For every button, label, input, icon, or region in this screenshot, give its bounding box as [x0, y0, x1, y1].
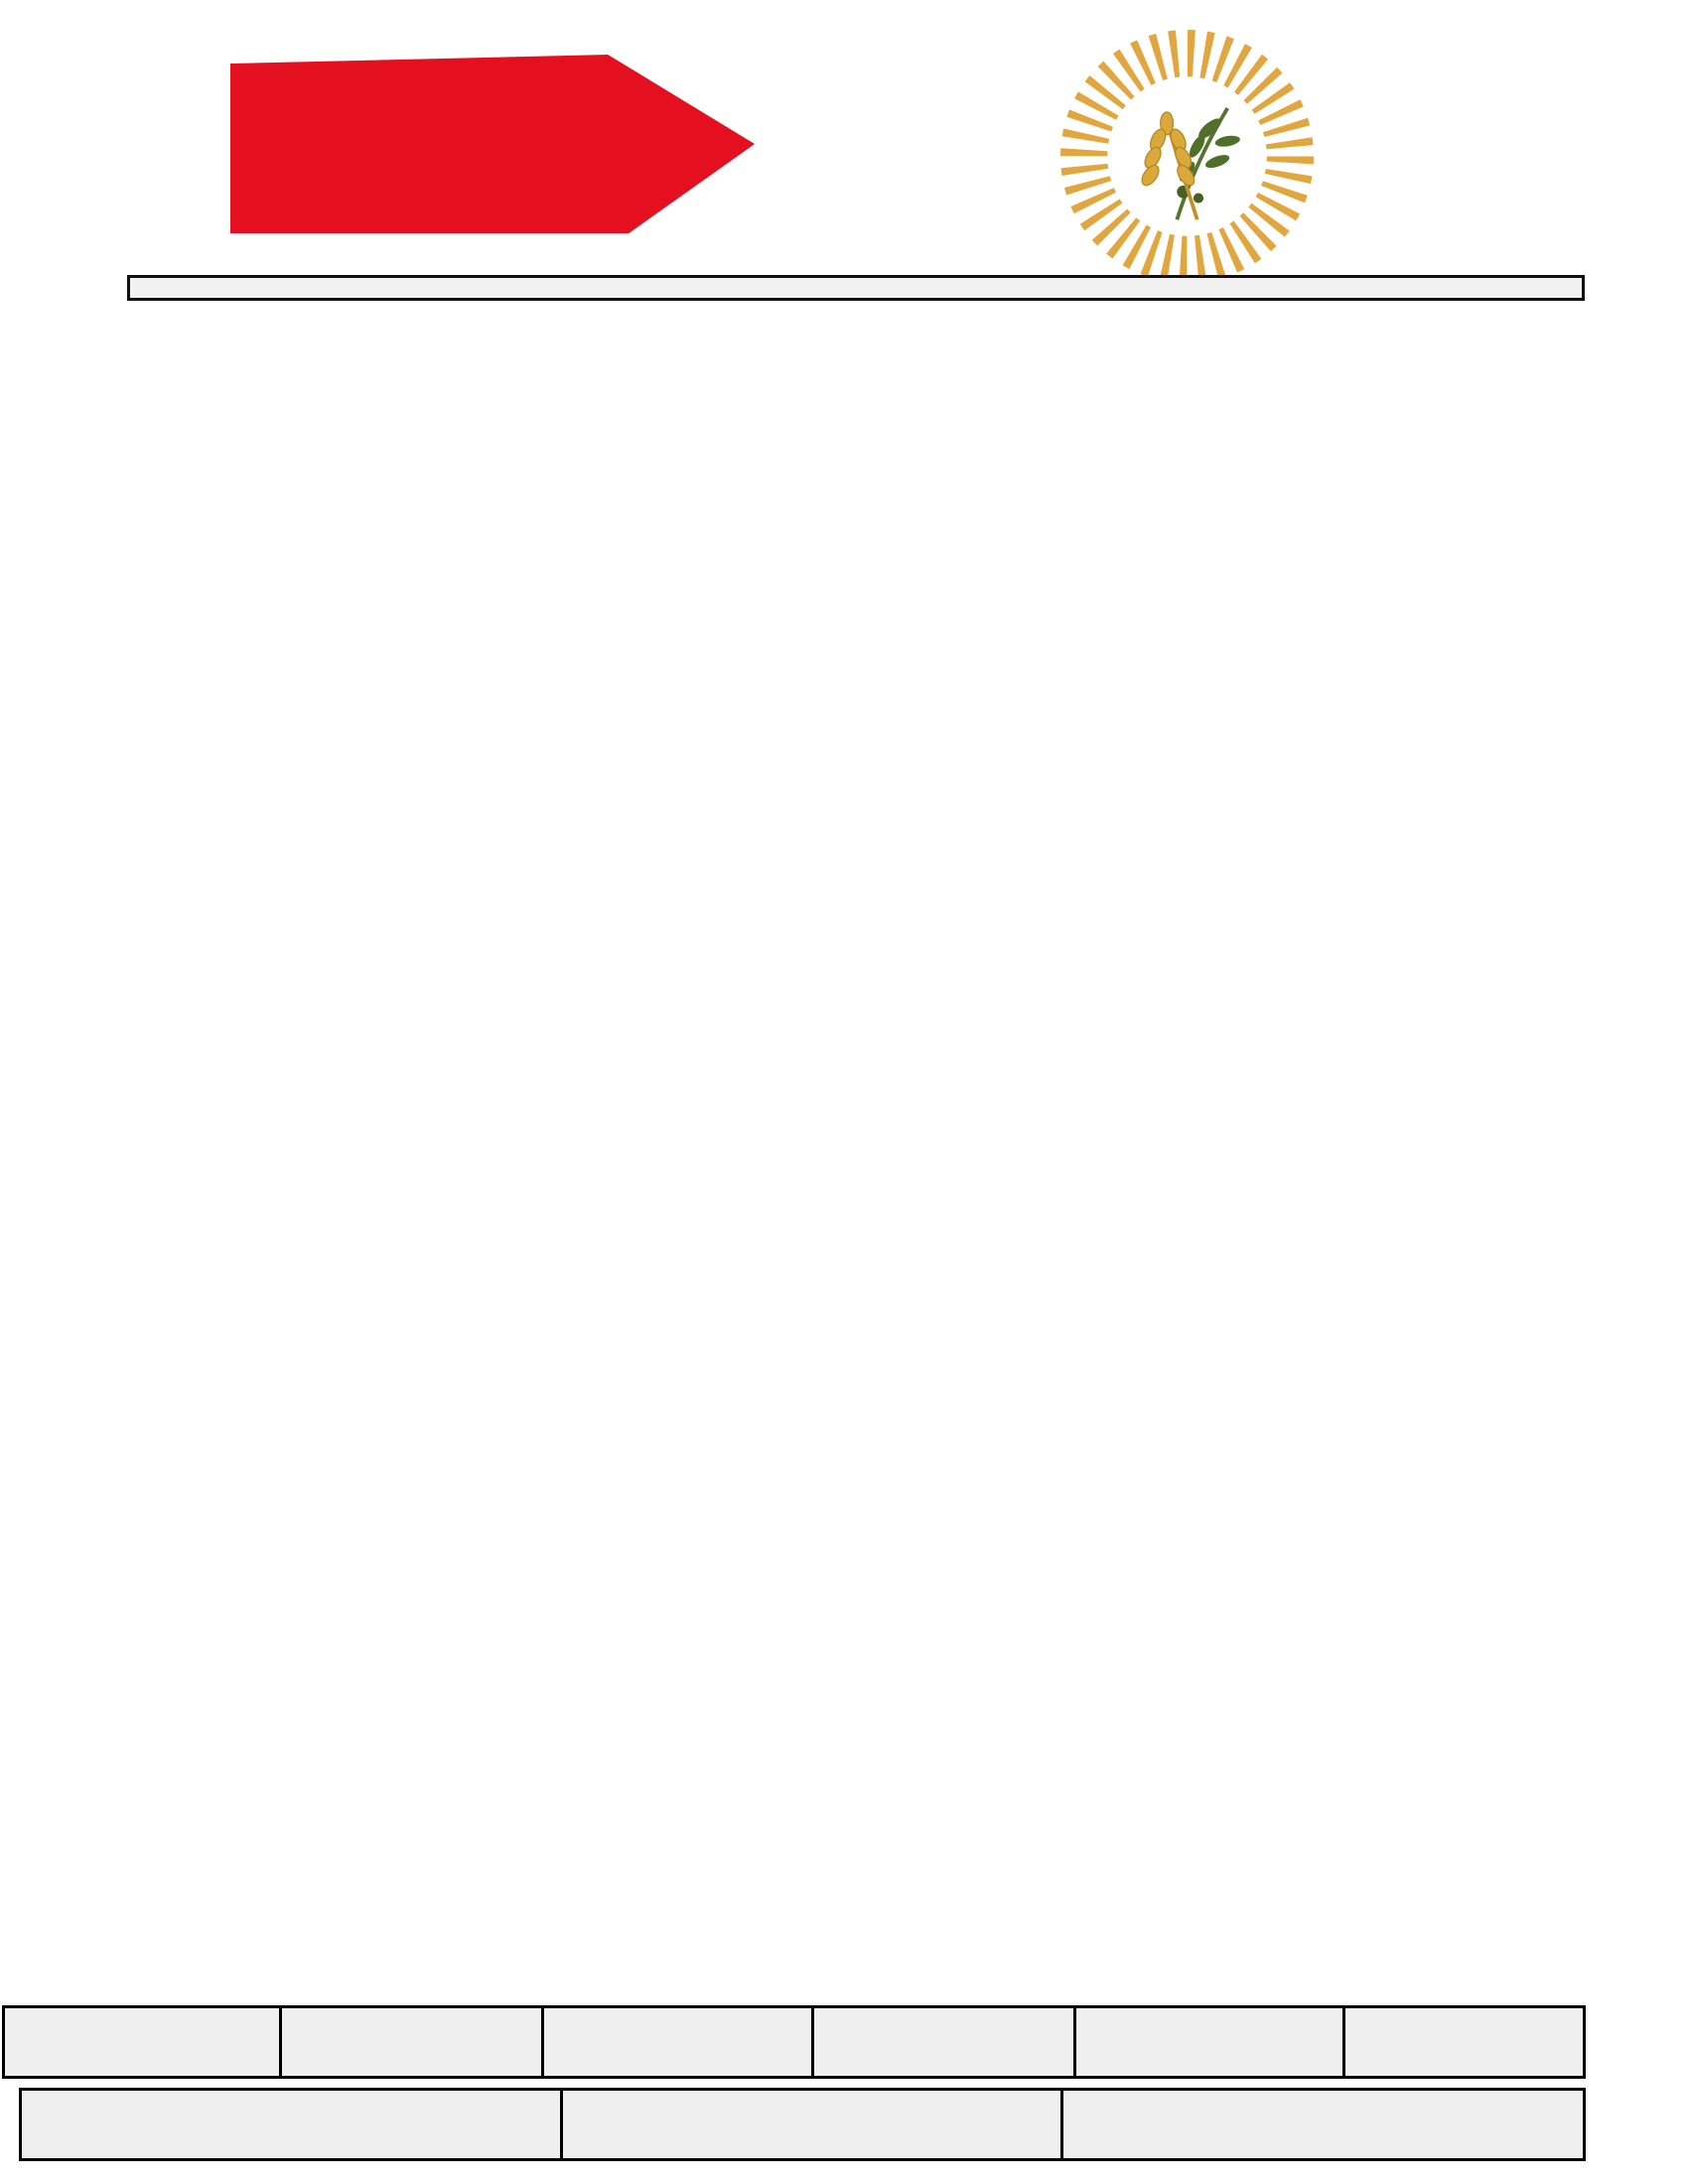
- publication-info-table: [2, 2005, 1586, 2079]
- christian-aid-logo-text: [230, 36, 755, 54]
- footer-page-number: [21, 2090, 562, 2160]
- tender-title-box: [127, 275, 1585, 301]
- christian-aid-word-aid: [342, 36, 755, 51]
- edition-info-table: [19, 2088, 1586, 2161]
- footer-publish-count-label: [281, 2007, 543, 2078]
- parc-sun-emblem: [1060, 30, 1314, 283]
- footer-publish-count-value: [4, 2007, 281, 2078]
- footer-publish-place-value: [543, 2007, 813, 2078]
- footer-tables: [118, 2005, 1586, 2161]
- christian-aid-word-christian: [270, 36, 755, 53]
- parc-logo: [1060, 30, 1314, 283]
- footer-form-code: [562, 2090, 1062, 2160]
- footer-location-label: [1344, 2007, 1585, 2078]
- footer-edition: [1062, 2090, 1585, 2160]
- footer-publish-place-label: [813, 2007, 1075, 2078]
- christian-aid-logo: [230, 55, 755, 233]
- footer-location-value: [1075, 2007, 1344, 2078]
